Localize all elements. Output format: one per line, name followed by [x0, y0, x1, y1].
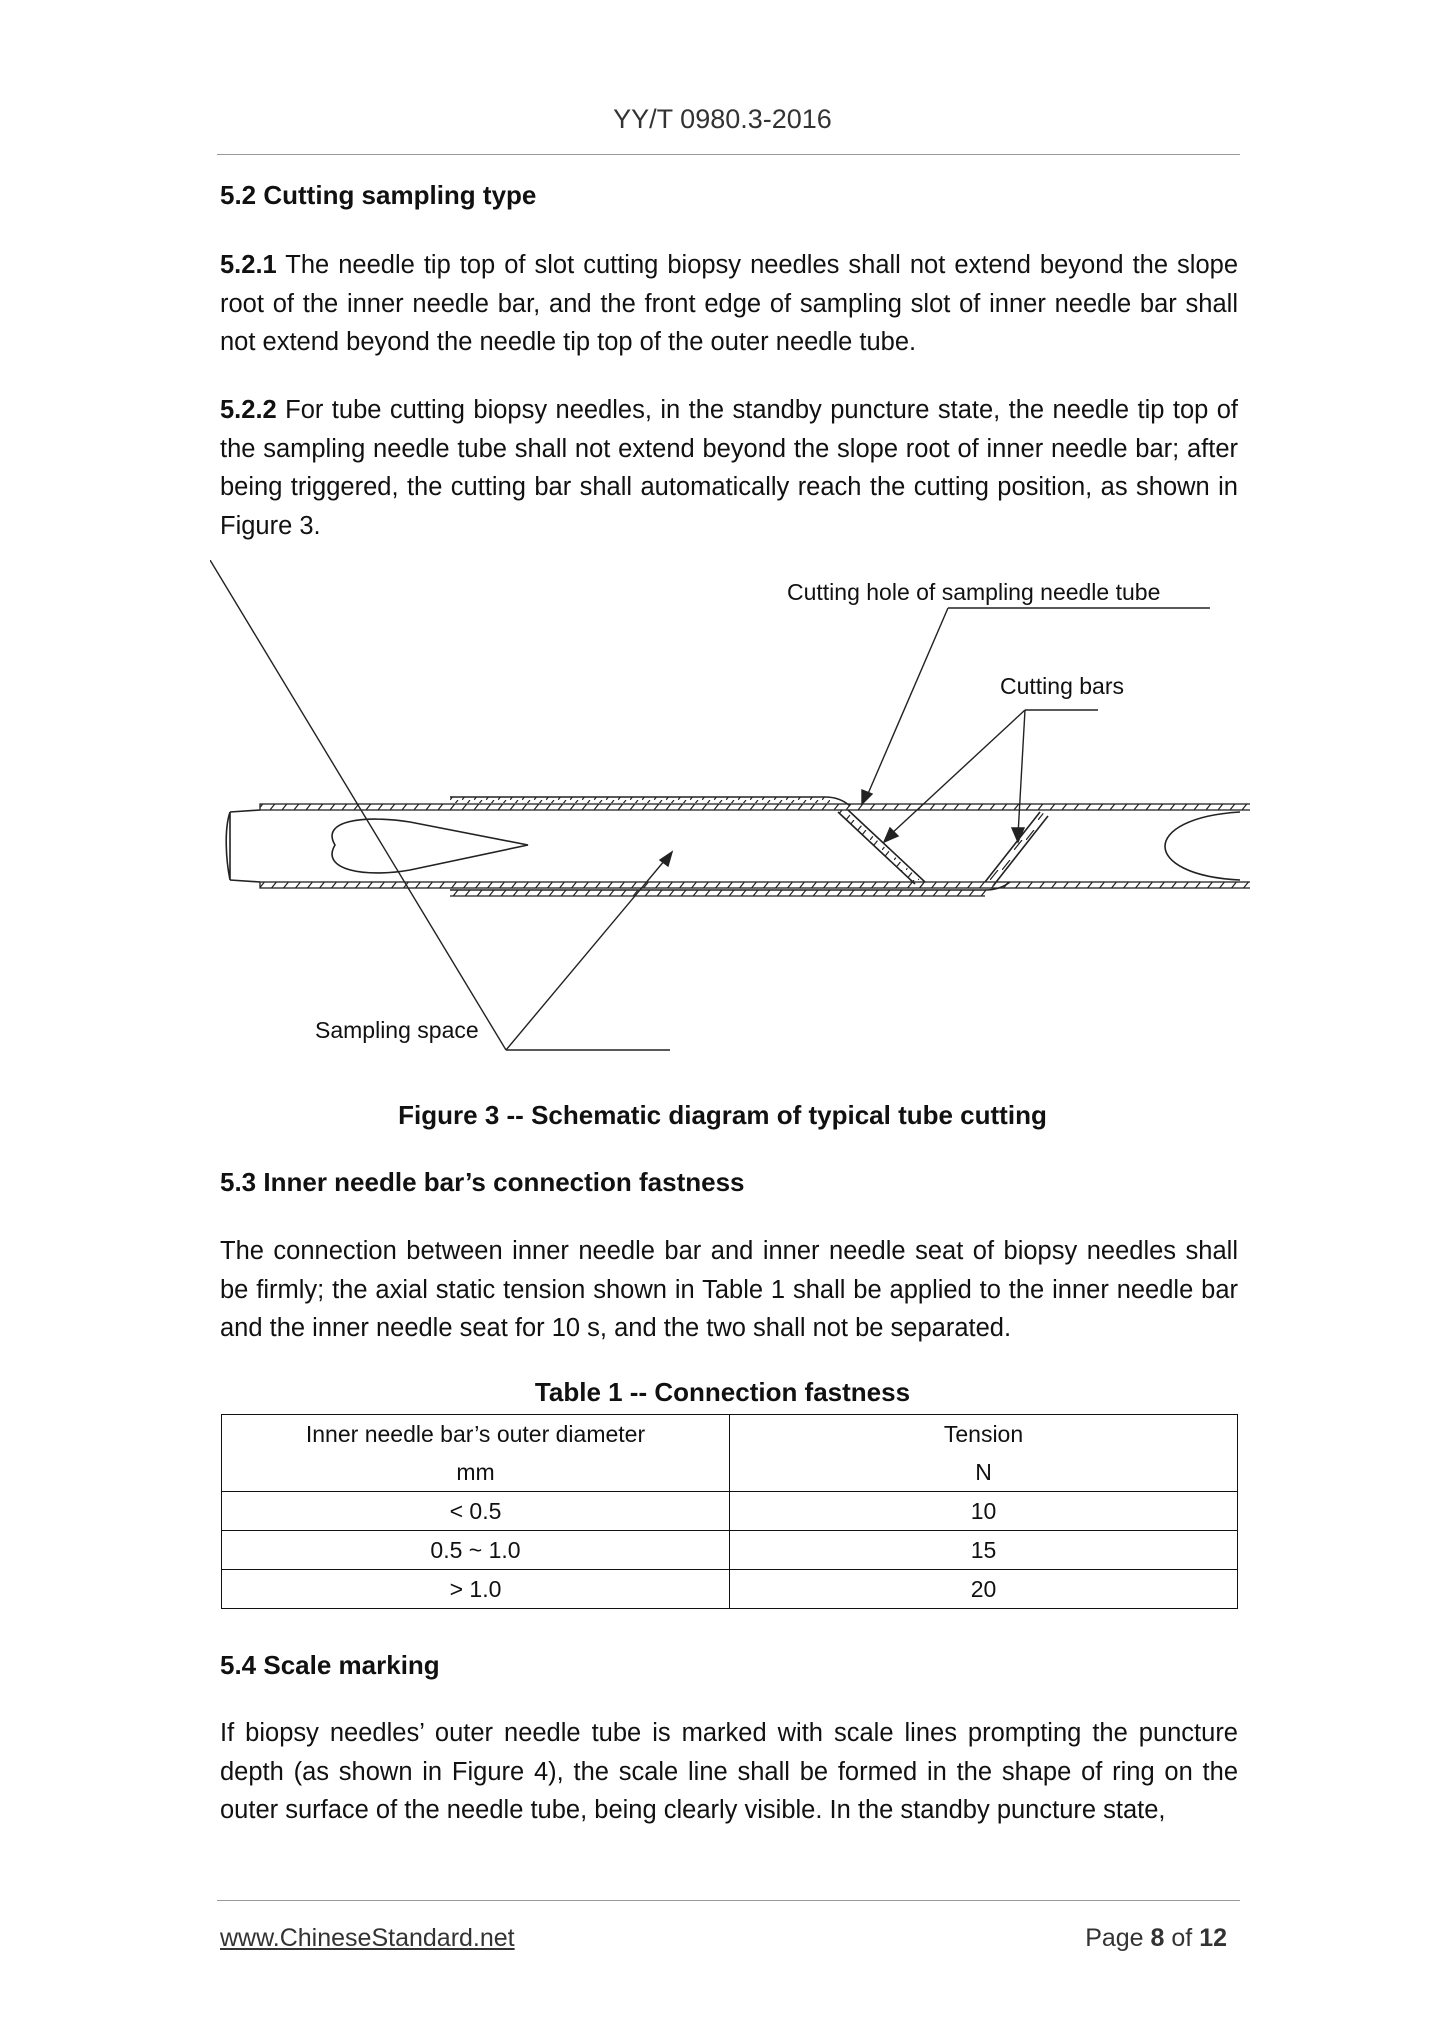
header-name: Inner needle bar’s outer diameter: [305, 1421, 646, 1447]
header-rule: [217, 154, 1240, 155]
table-row: [222, 1531, 1238, 1570]
connection-fastness-table: [221, 1414, 1238, 1609]
header-unit: N: [975, 1459, 992, 1485]
sampling-needle-tube: [450, 797, 1048, 896]
page-total: 12: [1199, 1924, 1227, 1952]
page-indicator: [1085, 1924, 1227, 1953]
header-cell-diameter: [222, 1415, 730, 1492]
clause-number: 5.2.2: [220, 396, 277, 424]
heading-5-2: 5.2 Cutting sampling type: [220, 180, 537, 210]
paragraph-5-4: If biopsy needles’ outer needle tube is marked with scale lines prompting the puncture depth (as shown in Figure 4), the scale line shall be formed in the shape of ring on the outer surface of the needle tube, being clearly visible. In the standby puncture state,: [220, 1719, 1238, 1824]
table-row: [222, 1570, 1238, 1609]
diameter-cell: > 1.0: [222, 1570, 730, 1609]
table-header-row: [222, 1415, 1238, 1492]
heading-5-4: 5.4 Scale marking: [220, 1650, 440, 1680]
clause-number: 5.2.1: [220, 251, 277, 279]
label-cutting-hole: Cutting hole of sampling needle tube: [787, 579, 1161, 605]
table-1-caption: Table 1 -- Connection fastness: [534, 1377, 911, 1407]
heading-5-3: 5.3 Inner needle bar’s connection fastness: [220, 1167, 745, 1197]
label-sampling-space: Sampling space: [315, 1017, 479, 1043]
page-prefix: Page: [1085, 1924, 1151, 1952]
table-row: [222, 1492, 1238, 1531]
footer-rule: [217, 1900, 1240, 1901]
page-current: 8: [1150, 1924, 1165, 1952]
header-unit: mm: [456, 1459, 495, 1485]
clause-text: For tube cutting biopsy needles, in the standby puncture state, the needle tip top of the sampling needle tube shall not extend beyond the slope root of inner needle bar; after being triggered, the cutting bar shall automatically reach the cutting position, as shown in Figure 3.: [220, 396, 1238, 540]
paragraph-5-3: The connection between inner needle bar and inner needle seat of biopsy needles shall be firmly; the axial static tension shown in Table 1 shall be applied to the inner needle bar and the inner needle seat for 10 s, and the two shall not be separated.: [220, 1237, 1238, 1342]
standard-code-header: YY/T 0980.3-2016: [613, 104, 832, 134]
paragraph-5-2-2: [220, 391, 1238, 545]
paragraph-5-2-1: [220, 246, 1238, 362]
tension-cell: 15: [730, 1531, 1238, 1570]
tension-cell: 10: [730, 1492, 1238, 1531]
tube-cutting-diagram: [210, 560, 1250, 1060]
header-name: Tension: [943, 1421, 1024, 1447]
inner-needle-bar: [226, 804, 1250, 888]
footer-website-link[interactable]: www.ChineseStandard.net: [220, 1924, 515, 1952]
tension-cell: 20: [730, 1570, 1238, 1609]
figure-3-caption: Figure 3 -- Schematic diagram of typical tube cutting: [398, 1100, 1047, 1130]
header-cell-tension: [730, 1415, 1238, 1492]
clause-text: The needle tip top of slot cutting biopsy needles shall not extend beyond the slope root of the inner needle bar, and the front edge of sampling slot of inner needle bar shall not extend beyond the needle tip top of the outer needle tube.: [220, 251, 1238, 356]
label-cutting-bars: Cutting bars: [1000, 673, 1125, 699]
page-of: of: [1164, 1924, 1200, 1952]
diameter-cell: < 0.5: [222, 1492, 730, 1531]
diameter-cell: 0.5 ~ 1.0: [222, 1531, 730, 1570]
